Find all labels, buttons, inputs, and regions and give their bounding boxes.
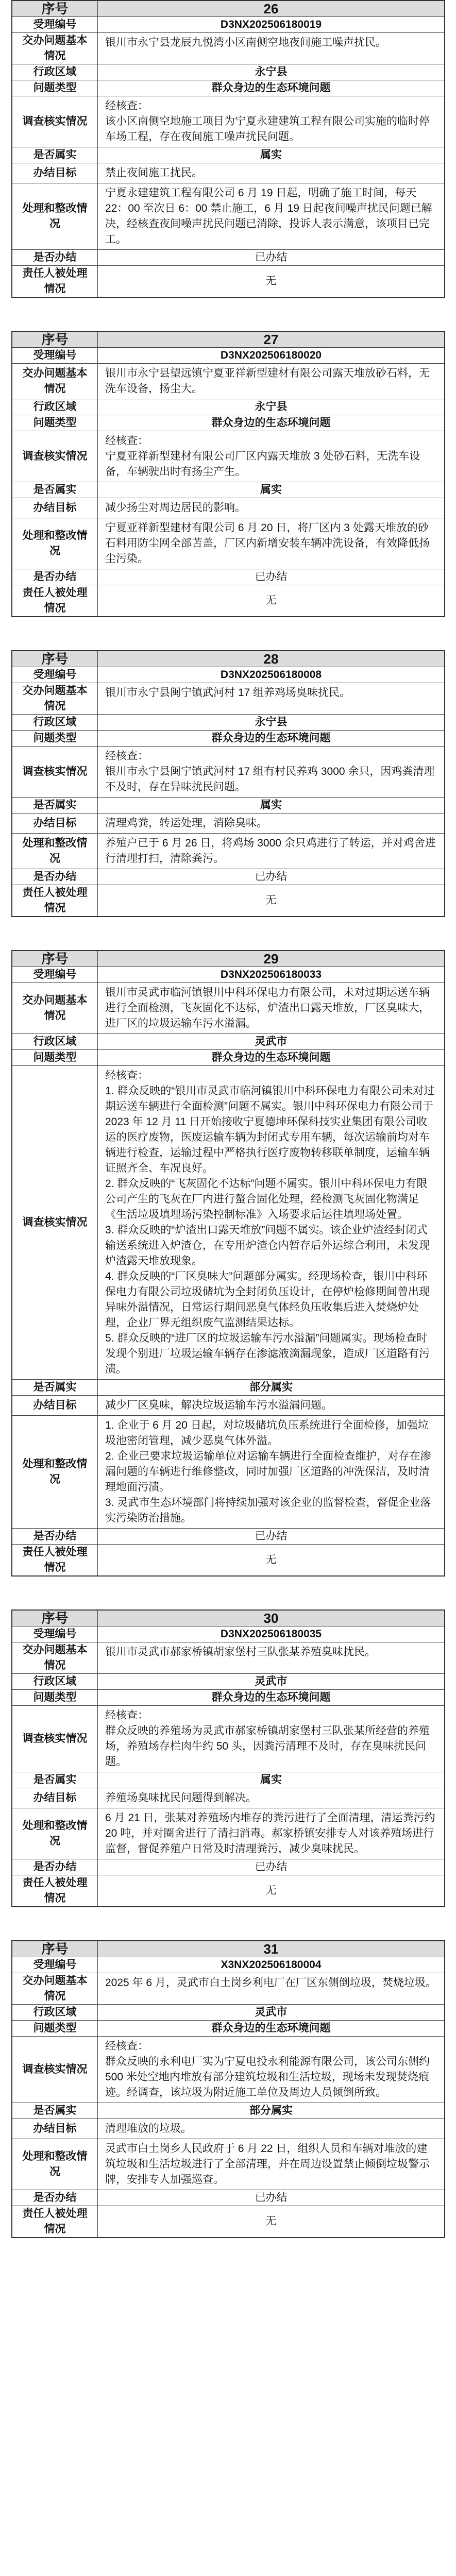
label-accountability: 责任人被处理情况 [12, 1545, 98, 1575]
value-type: 群众身边的生态环境问题 [211, 1052, 331, 1063]
label-accountability: 责任人被处理情况 [12, 2206, 98, 2237]
label-status: 是否办结 [12, 569, 98, 585]
value-case-no: D3NX202506180019 [220, 19, 322, 30]
row-district [12, 1673, 444, 1689]
label-case-no: 受理编号 [12, 667, 98, 683]
label-content: 交办问题基本情况 [12, 33, 98, 64]
value-case-no: D3NX202506180033 [220, 969, 322, 980]
value-district: 灵武市 [255, 2006, 288, 2018]
label-rectification: 处理和整改情况 [12, 183, 98, 249]
value-type: 群众身边的生态环境问题 [211, 2022, 331, 2034]
value-seq: 30 [263, 1611, 279, 1626]
label-seq: 序号 [12, 951, 98, 967]
row-content [12, 1973, 444, 2004]
label-valid: 是否属实 [12, 2103, 98, 2119]
row-valid [12, 1772, 444, 1788]
value-accountability: 无 [265, 2215, 277, 2227]
row-seq [12, 651, 444, 667]
label-valid: 是否属实 [12, 798, 98, 813]
label-status: 是否办结 [12, 1859, 98, 1875]
value-result: 减少扬尘对周边居民的影响。 [105, 502, 246, 514]
value-district: 灵武市 [255, 1675, 288, 1687]
row-status [12, 1859, 444, 1875]
label-rectification: 处理和整改情况 [12, 518, 98, 569]
value-seq: 28 [263, 651, 279, 667]
value-valid: 部分属实 [249, 2105, 293, 2116]
record-table [11, 650, 445, 917]
value-rectification: 灵武市白土岗乡人民政府于 6 月 22 日，组织人员和车辆对堆放的建筑垃圾和生活垃圾进行了全部清理，并在周边设置禁止倾倒垃圾警示牌，安排专人加强巡查。 [105, 2143, 430, 2185]
row-result [12, 1788, 444, 1808]
value-result: 禁止夜间施工扰民。 [105, 167, 202, 179]
label-valid: 是否属实 [12, 147, 98, 163]
value-status: 已办结 [255, 871, 288, 883]
row-investigation [12, 431, 444, 482]
label-case-no: 受理编号 [12, 1626, 98, 1642]
value-rectification: 宁夏亚祥新型建材有限公司 6 月 20 日，将厂区内 3 处露天堆放的砂石料用防尘网全部苫盖，厂区内新增安装车辆冲洗设备，有效降低扬尘污染。 [105, 522, 430, 565]
value-content: 银川市灵武市郝家桥镇胡家堡村三队张某养殖臭味扰民。 [105, 1646, 376, 1658]
label-rectification: 处理和整改情况 [12, 1808, 98, 1859]
row-type [12, 2020, 444, 2036]
label-valid: 是否属实 [12, 1380, 98, 1395]
label-district: 行政区域 [12, 399, 98, 415]
value-rectification: 6 月 21 日，张某对养殖场内堆存的粪污进行了全面清理，清运粪污约 20 吨，并对圈舍进行了清扫消毒。郝家桥镇安排专人对该养殖场进行监督，督促养殖户日常及时清理粪污，减少臭味扰民。 [105, 1812, 435, 1855]
row-case-no [12, 1957, 444, 1973]
row-valid [12, 1379, 444, 1395]
row-case-no [12, 1626, 444, 1642]
value-valid: 属实 [260, 1774, 282, 1786]
value-result: 清理鸡粪，转运处理，消除臭味。 [105, 817, 267, 829]
row-investigation [12, 1705, 444, 1772]
label-content: 交办问题基本情况 [12, 683, 98, 714]
value-valid: 属实 [260, 799, 282, 811]
label-accountability: 责任人被处理情况 [12, 1875, 98, 1906]
value-content: 银川市永宁县龙辰九悦湾小区南侧空地夜间施工噪声扰民。 [105, 37, 386, 48]
row-status [12, 1528, 444, 1544]
value-accountability: 无 [265, 1554, 277, 1566]
value-accountability: 无 [265, 1885, 277, 1896]
label-case-no: 受理编号 [12, 17, 98, 32]
row-type [12, 80, 444, 96]
row-district [12, 399, 444, 415]
row-accountability [12, 1875, 444, 1906]
value-result: 养殖场臭味扰民问题得到解决。 [105, 1792, 257, 1804]
value-accountability: 无 [265, 595, 277, 606]
row-seq [12, 1941, 444, 1957]
value-seq: 27 [263, 332, 279, 347]
value-content: 银川市永宁县望远镇宁夏亚祥新型建材有限公司露天堆放砂石料，无洗车设备，扬尘大。 [105, 367, 430, 395]
value-valid: 部分属实 [249, 1381, 293, 1393]
row-accountability [12, 585, 444, 616]
label-district: 行政区域 [12, 2005, 98, 2020]
record-table [11, 1940, 445, 2238]
row-valid [12, 482, 444, 498]
label-seq: 序号 [12, 1611, 98, 1626]
value-type: 群众身边的生态环境问题 [211, 732, 331, 744]
row-result [12, 1395, 444, 1415]
row-status [12, 569, 444, 585]
label-accountability: 责任人被处理情况 [12, 266, 98, 297]
label-result: 办结目标 [12, 1396, 98, 1415]
row-investigation [12, 1065, 444, 1379]
row-rectification [12, 1808, 444, 1859]
label-investigation: 调查核实情况 [12, 2037, 98, 2103]
row-content [12, 32, 444, 64]
label-seq: 序号 [12, 332, 98, 347]
label-result: 办结目标 [12, 2119, 98, 2139]
label-investigation: 调查核实情况 [12, 1706, 98, 1772]
row-investigation [12, 746, 444, 797]
row-case-no [12, 347, 444, 363]
value-case-no: X3NX202506180004 [221, 1959, 322, 1971]
label-status: 是否办结 [12, 2190, 98, 2206]
value-case-no: D3NX202506180020 [220, 349, 322, 361]
row-type [12, 1049, 444, 1065]
label-accountability: 责任人被处理情况 [12, 885, 98, 916]
label-district: 行政区域 [12, 64, 98, 80]
row-rectification [12, 1415, 444, 1528]
value-status: 已办结 [255, 1861, 288, 1873]
row-result [12, 163, 444, 183]
label-rectification: 处理和整改情况 [12, 834, 98, 869]
label-district: 行政区域 [12, 1034, 98, 1049]
value-status: 已办结 [255, 251, 288, 263]
row-accountability [12, 885, 444, 916]
row-valid [12, 797, 444, 813]
value-rectification: 1. 企业于 6 月 20 日起，对垃圾储坑负压系统进行全面检修，加强垃圾池密闭管理，减少恶臭气体外溢。 2. 企业已要求垃圾运输单位对运输车辆进行全面检查维护，对存在渗漏问题的车辆进行维修整改，同时加强厂区道路的冲洗保洁，及时清理地面污渍。 3. 灵武市生态环境部门将持续加强对该企业的监督检查，督促企业落实污染防治措施。 [105, 1419, 431, 1524]
row-investigation [12, 96, 444, 147]
label-type: 问题类型 [12, 1690, 98, 1705]
value-district: 灵武市 [255, 1036, 288, 1047]
value-content: 银川市灵武市临河镇银川中科环保电力有限公司，未对过期运送车辆进行全面检测，飞灰固化不达标，炉渣出口露天堆放，厂区臭味大，进厂区的垃圾运输车污水溢漏。 [105, 987, 430, 1029]
value-seq: 29 [263, 951, 279, 967]
label-type: 问题类型 [12, 415, 98, 431]
value-district: 永宁县 [255, 716, 288, 728]
label-type: 问题类型 [12, 2021, 98, 2036]
label-seq: 序号 [12, 1941, 98, 1957]
value-valid: 属实 [260, 149, 282, 161]
label-type: 问题类型 [12, 1050, 98, 1065]
value-accountability: 无 [265, 894, 277, 906]
label-investigation: 调查核实情况 [12, 431, 98, 482]
row-district [12, 714, 444, 730]
row-seq [12, 1611, 444, 1626]
row-case-no [12, 967, 444, 982]
row-type [12, 415, 444, 431]
value-case-no: D3NX202506180035 [220, 1628, 322, 1640]
row-accountability [12, 265, 444, 297]
row-content [12, 683, 444, 714]
value-status: 已办结 [255, 2192, 288, 2204]
value-status: 已办结 [255, 1530, 288, 1542]
label-status: 是否办结 [12, 1529, 98, 1544]
row-result [12, 2119, 444, 2139]
label-seq: 序号 [12, 651, 98, 667]
value-valid: 属实 [260, 484, 282, 496]
row-content [12, 1642, 444, 1673]
value-investigation: 经核查： 该小区南侧空地施工项目为宁夏永建建筑工程有限公司实施的临时停车场工程，存在夜间施工噪声扰民问题。 [105, 100, 430, 143]
label-content: 交办问题基本情况 [12, 1642, 98, 1673]
label-case-no: 受理编号 [12, 967, 98, 982]
row-rectification [12, 183, 444, 249]
row-type [12, 730, 444, 746]
value-type: 群众身边的生态环境问题 [211, 82, 331, 94]
row-seq [12, 1, 444, 16]
row-content [12, 982, 444, 1033]
value-investigation: 经核查： 群众反映的养殖场为灵武市郝家桥镇胡家堡村三队张某所经营的养殖场，养殖场存栏肉牛约 50 头，因粪污清理不及时，存在臭味扰民问题。 [105, 1709, 430, 1768]
row-investigation [12, 2036, 444, 2103]
row-result [12, 498, 444, 518]
row-seq [12, 951, 444, 967]
label-result: 办结目标 [12, 163, 98, 183]
value-investigation: 经核查： 1. 群众反映的“银川市灵武市临河镇银川中科环保电力有限公司未对过期运送车辆进行全面检测”问题不属实。银川中科环保电力有限公司于 2023 年 12 月 11 日开始接收宁夏德坤环保科技实业集团有限公司收运的医疗废物，医废运输车辆为封闭式专用车辆，每次运输前均对车辆进行检查，运输过程中严格执行医疗废物转移联单制度，运输车辆证照齐全、车况良好。 2. 群众反映的“飞灰固化不达标”问题不属实。银川中科环保电力有限公司产生的飞灰在厂内进行螯合固化处理，经检测飞灰固化物满足《生活垃圾填埋场污染控制标准》入场要求后运往填埋场处置。 3. 群众反映的“炉渣出口露天堆放”问题不属实。该企业炉渣经封闭式输送系统进入炉渣仓，在专用炉渣仓内暂存后外运综合利用，未发现炉渣露天堆放现象。 4. 群众反映的“厂区臭味大”问题部分属实。经现场检查，银川中科环保电力有限公司垃圾储坑为全封闭负压设计，在停炉检修期间曾出现异味外溢情况，日常运行期间恶臭气体经负压收集后进入焚烧炉处理，企业厂界无组织废气监测结果达标。 5. 群众反映的“进厂区的垃圾运输车污水溢漏”问题属实。现场检查时发现个别进厂垃圾运输车辆存在渗滤液滴漏现象，造成厂区道路有污渍。 [105, 1070, 435, 1375]
records-container [11, 0, 445, 2271]
label-type: 问题类型 [12, 731, 98, 746]
value-case-no: D3NX202506180008 [220, 669, 322, 681]
label-valid: 是否属实 [12, 482, 98, 498]
row-accountability [12, 2206, 444, 2237]
row-district [12, 2004, 444, 2020]
value-rectification: 宁夏永建建筑工程有限公司 6 月 19 日起，明确了施工时间，每天 22：00 至次日 6：00 禁止施工，6 月 19 日起夜间噪声扰民问题已解决，经核查夜间噪声扰民问题已消除，投诉人表示满意，该项目已完工。 [105, 187, 432, 245]
value-district: 永宁县 [255, 66, 288, 78]
row-case-no [12, 16, 444, 32]
record-table [11, 950, 445, 1577]
row-valid [12, 2103, 444, 2119]
label-district: 行政区域 [12, 1674, 98, 1689]
row-status [12, 869, 444, 885]
row-status [12, 249, 444, 265]
label-investigation: 调查核实情况 [12, 96, 98, 147]
value-investigation: 经核查： 群众反映的永利电厂实为宁夏电投永利能源有限公司，该公司东侧约 500 米处空地内堆放有部分建筑垃圾和生活垃圾，现场未发现焚烧痕迹。经调查，该垃圾为附近施工单位及周边人员倾倒所致。 [105, 2040, 430, 2098]
row-district [12, 1033, 444, 1049]
row-type [12, 1689, 444, 1705]
label-accountability: 责任人被处理情况 [12, 585, 98, 616]
label-investigation: 调查核实情况 [12, 747, 98, 797]
record-table [11, 1609, 445, 1907]
value-content: 2025 年 6 月，灵武市白土岗乡利电厂在厂区东侧倒垃圾，焚烧垃圾。 [105, 1977, 436, 1989]
row-rectification [12, 833, 444, 869]
label-type: 问题类型 [12, 80, 98, 96]
label-case-no: 受理编号 [12, 348, 98, 363]
label-rectification: 处理和整改情况 [12, 1416, 98, 1528]
row-rectification [12, 2139, 444, 2190]
row-content [12, 363, 444, 399]
row-case-no [12, 667, 444, 683]
label-investigation: 调查核实情况 [12, 1066, 98, 1379]
value-investigation: 经核查： 银川市永宁县闽宁镇武河村 17 组有村民养鸡 3000 余只，因鸡粪清理不及时，存在异味扰民问题。 [105, 750, 435, 793]
label-status: 是否办结 [12, 869, 98, 885]
value-accountability: 无 [265, 275, 277, 287]
row-district [12, 64, 444, 80]
label-rectification: 处理和整改情况 [12, 2139, 98, 2190]
row-rectification [12, 518, 444, 569]
value-seq: 31 [263, 1941, 279, 1957]
row-result [12, 813, 444, 833]
label-result: 办结目标 [12, 1788, 98, 1808]
record-table [11, 331, 445, 617]
value-type: 群众身边的生态环境问题 [211, 417, 331, 429]
label-district: 行政区域 [12, 715, 98, 730]
label-content: 交办问题基本情况 [12, 364, 98, 399]
row-accountability [12, 1544, 444, 1575]
value-result: 减少厂区臭味，解决垃圾运输车污水溢漏问题。 [105, 1399, 332, 1411]
value-district: 永宁县 [255, 401, 288, 413]
label-seq: 序号 [12, 1, 98, 16]
value-status: 已办结 [255, 571, 288, 583]
label-content: 交办问题基本情况 [12, 1973, 98, 2004]
label-case-no: 受理编号 [12, 1957, 98, 1973]
label-content: 交办问题基本情况 [12, 983, 98, 1033]
label-result: 办结目标 [12, 814, 98, 833]
value-investigation: 经核查： 宁夏亚祥新型建材有限公司厂区内露天堆放 3 处砂石料，无洗车设备，车辆驶出时有扬尘产生。 [105, 435, 420, 478]
value-content: 银川市永宁县闽宁镇武河村 17 组养鸡场臭味扰民。 [105, 687, 351, 699]
value-seq: 26 [263, 1, 279, 16]
row-seq [12, 332, 444, 347]
label-result: 办结目标 [12, 498, 98, 518]
value-type: 群众身边的生态环境问题 [211, 1691, 331, 1703]
value-rectification: 养殖户已于 6 月 26 日，将鸡场 3000 余只鸡进行了转运，并对鸡舍进行清理打扫，清除粪污。 [105, 837, 436, 865]
row-status [12, 2190, 444, 2206]
record-table [11, 0, 445, 298]
label-valid: 是否属实 [12, 1772, 98, 1788]
value-result: 清理堆放的垃圾。 [105, 2123, 192, 2134]
row-valid [12, 147, 444, 163]
label-status: 是否办结 [12, 250, 98, 265]
